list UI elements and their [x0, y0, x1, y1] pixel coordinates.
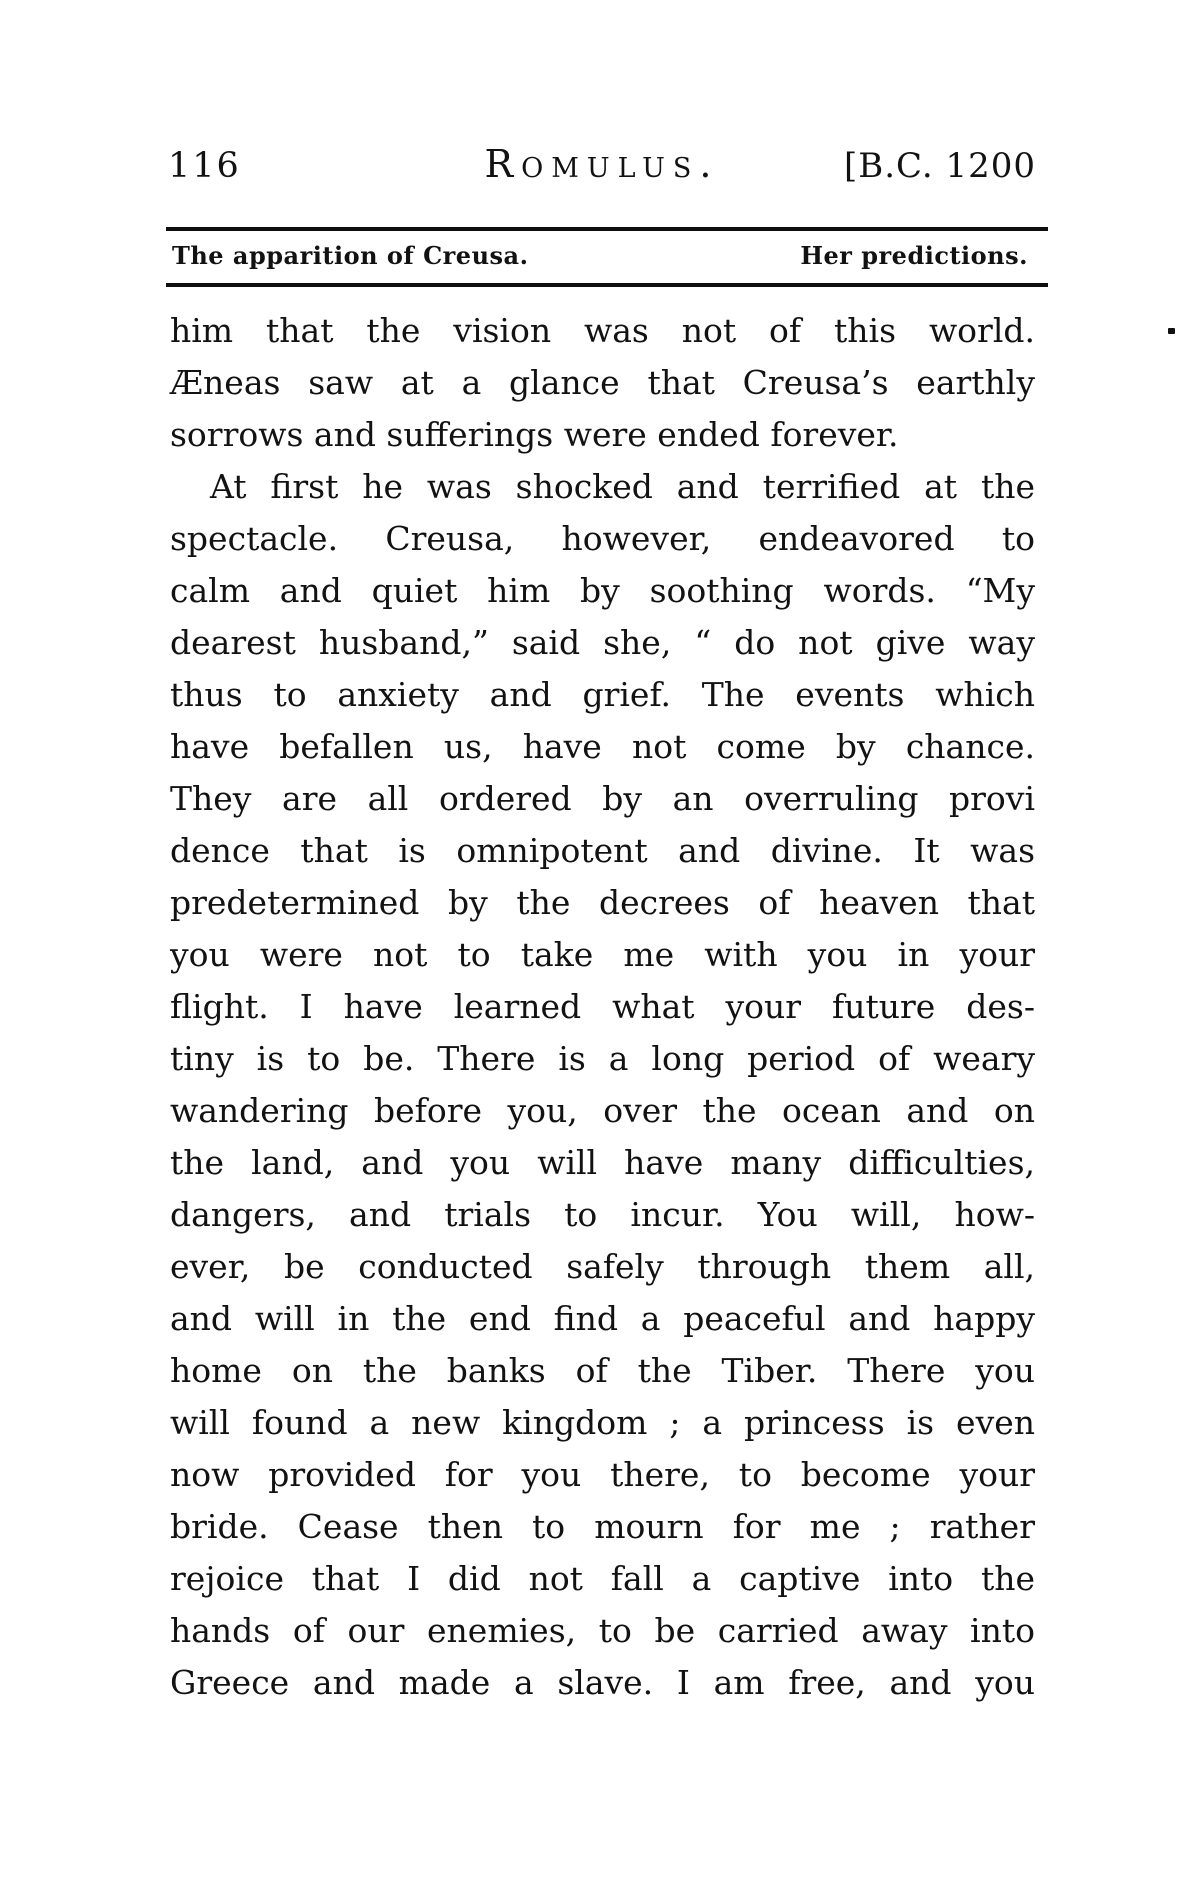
body-line: dearest husband,” said she, “ do not give way — [170, 623, 1035, 662]
page-number: 116 — [168, 146, 241, 186]
body-line: At first he was shocked and terrified at the — [210, 467, 1035, 506]
body-line: flight. I have learned what your future des- — [170, 987, 1035, 1026]
body-line: tiny is to be. There is a long period of weary — [170, 1039, 1035, 1078]
body-line: ever, be conducted safely through them all, — [170, 1247, 1035, 1286]
body-line: They are all ordered by an overruling provi — [170, 779, 1035, 818]
body-line: rejoice that I did not fall a captive into the — [170, 1559, 1035, 1598]
running-title: Romulus. — [484, 142, 720, 186]
body-line: you were not to take me with you in your — [170, 935, 1035, 974]
body-line: calm and quiet him by soothing words. “My — [170, 571, 1035, 610]
body-line: the land, and you will have many difficulties, — [170, 1143, 1035, 1182]
body-line: Æneas saw at a glance that Creusa’s earthly — [170, 363, 1035, 402]
scan-speck — [1168, 328, 1175, 334]
body-line: dangers, and trials to incur. You will, how- — [170, 1195, 1035, 1234]
caption-right: Her predictions. — [800, 241, 1028, 270]
body-line: predetermined by the decrees of heaven that — [170, 883, 1035, 922]
body-text — [170, 305, 1035, 1709]
body-line: now provided for you there, to become your — [170, 1455, 1035, 1494]
running-header — [168, 142, 1036, 186]
body-line: spectacle. Creusa, however, endeavored to — [170, 519, 1035, 558]
body-line: will found a new kingdom ; a princess is even — [170, 1403, 1035, 1442]
body-line: home on the banks of the Tiber. There you — [170, 1351, 1035, 1390]
body-line: wandering before you, over the ocean and on — [170, 1091, 1035, 1130]
body-line: dence that is omnipotent and divine. It was — [170, 831, 1035, 870]
body-line: sorrows and sufferings were ended forever. — [170, 415, 899, 454]
body-line: and will in the end find a peaceful and happy — [170, 1299, 1035, 1338]
body-line: have befallen us, have not come by chance. — [170, 727, 1035, 766]
body-line: Greece and made a slave. I am free, and you — [170, 1663, 1035, 1702]
header-rule-bottom — [166, 283, 1048, 287]
caption-left: The apparition of Creusa. — [172, 241, 529, 270]
header-date: [B.C. 1200 — [843, 146, 1036, 186]
header-rule-top — [166, 227, 1048, 231]
body-line: hands of our enemies, to be carried away into — [170, 1611, 1035, 1650]
body-line: bride. Cease then to mourn for me ; rather — [170, 1507, 1035, 1546]
body-line: thus to anxiety and grief. The events which — [170, 675, 1035, 714]
caption-row — [172, 241, 1038, 270]
body-line: him that the vision was not of this world. — [170, 311, 1035, 350]
